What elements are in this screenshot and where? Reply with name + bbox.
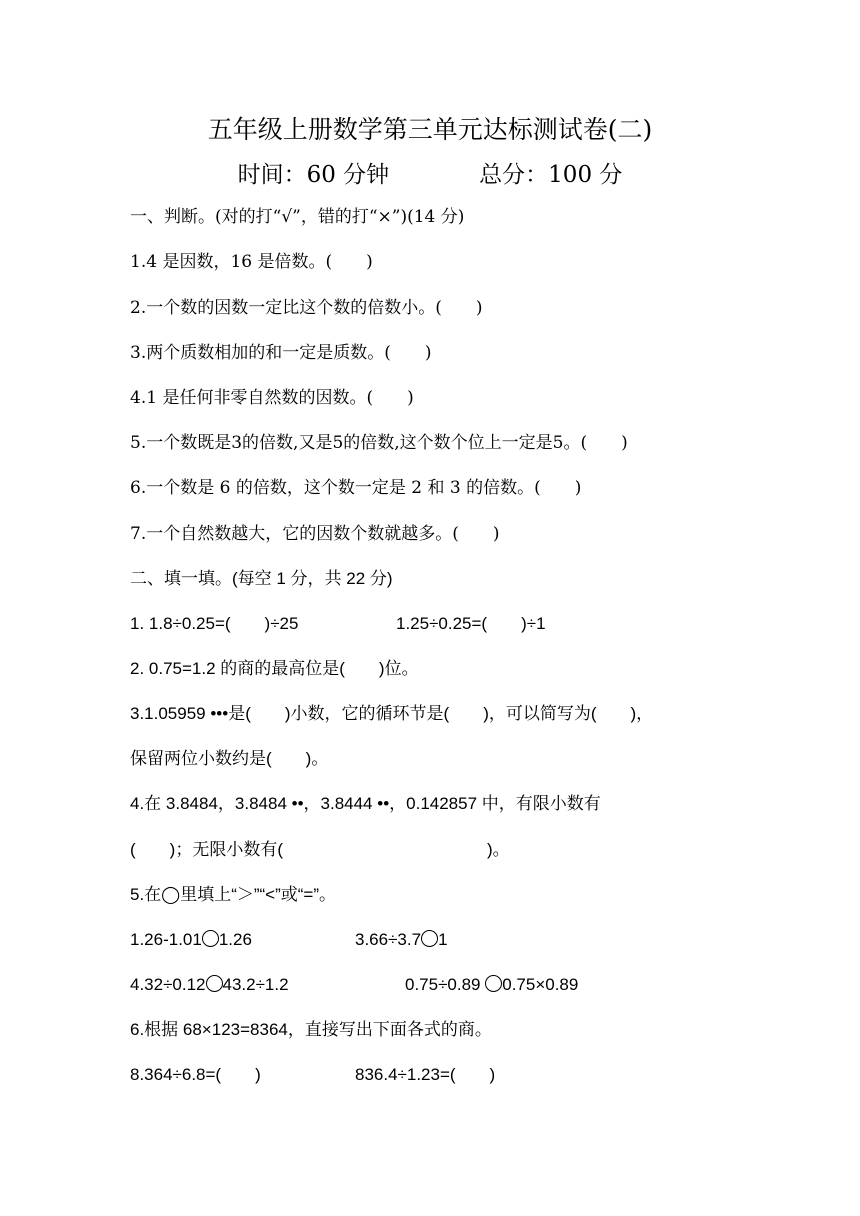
compare-right: 1.26 — [218, 930, 252, 949]
compare-left: 4.32÷0.12 — [130, 975, 206, 994]
fill-q4-line1: 4.在 3.8484，3.8484 ••，3.8444 ••，0.142857 中，有限小数有 — [130, 794, 601, 813]
fill-q6-b: 836.4÷1.23=( ) — [355, 1065, 496, 1084]
fill-q3-line2: 保留两位小数约是( )。 — [130, 749, 329, 768]
judge-item-6: 6.一个数是 6 的倍数，这个数一定是 2 和 3 的倍数。( ) — [130, 478, 582, 498]
judge-item-7: 7.一个自然数越大，它的因数个数就越多。( ) — [130, 524, 500, 544]
circle-blank — [485, 975, 502, 992]
judge-item-1: 1.4 是因数，16 是倍数。( ) — [130, 252, 373, 272]
compare-left: 1.26-1.01 — [130, 930, 202, 949]
fill-q6-heading: 6.根据 68×123=8364，直接写出下面各式的商。 — [130, 1020, 492, 1039]
circle-blank — [421, 930, 438, 947]
fill-q1-a: 1. 1.8÷0.25=( )÷25 — [130, 614, 299, 633]
compare-item-2 — [355, 928, 448, 952]
compare-left: 3.66÷3.7 — [355, 930, 422, 949]
circle-blank — [206, 975, 223, 992]
fill-q2: 2. 0.75=1.2 的商的最高位是( )位。 — [130, 659, 419, 678]
section1-heading: 一、判断。(对的打“√”，错的打“×”)(14 分) — [130, 207, 465, 227]
judge-item-2: 2.一个数的因数一定比这个数的倍数小。( ) — [130, 298, 483, 318]
fill-q4-line2: ( )；无限小数有( )。 — [130, 840, 510, 859]
compare-item-3 — [130, 973, 289, 997]
fill-q5-heading: 5.在◯里填上“＞”“<”或“=”。 — [130, 885, 337, 904]
circle-blank — [202, 930, 219, 947]
compare-right: 0.75×0.89 — [502, 975, 579, 994]
fill-q6-a: 8.364÷6.8=( ) — [130, 1065, 261, 1084]
compare-right: 43.2÷1.2 — [222, 975, 289, 994]
compare-item-1 — [130, 928, 252, 952]
exam-info — [0, 156, 860, 189]
total-score: 总分：100 分 — [479, 162, 623, 188]
judge-item-3: 3.两个质数相加的和一定是质数。( ) — [130, 343, 432, 363]
section2-heading: 二、填一填。(每空 1 分，共 22 分) — [130, 569, 393, 588]
compare-item-4 — [405, 973, 578, 997]
fill-q1-b: 1.25÷0.25=( )÷1 — [396, 614, 546, 633]
page-title: 五年级上册数学第三单元达标测试卷(二) — [207, 115, 653, 144]
compare-right: 1 — [438, 930, 448, 949]
judge-item-4: 4.1 是任何非零自然数的因数。( ) — [130, 388, 414, 408]
judge-item-5: 5.一个数既是3的倍数,又是5的倍数,这个数个位上一定是5。( ) — [130, 433, 628, 453]
compare-left: 0.75÷0.89 — [405, 975, 486, 994]
fill-q3-line1: 3.1.05959 •••是( )小数，它的循环节是( )，可以简写为( )， — [130, 704, 654, 723]
time-limit: 时间：60 分钟 — [237, 162, 390, 188]
